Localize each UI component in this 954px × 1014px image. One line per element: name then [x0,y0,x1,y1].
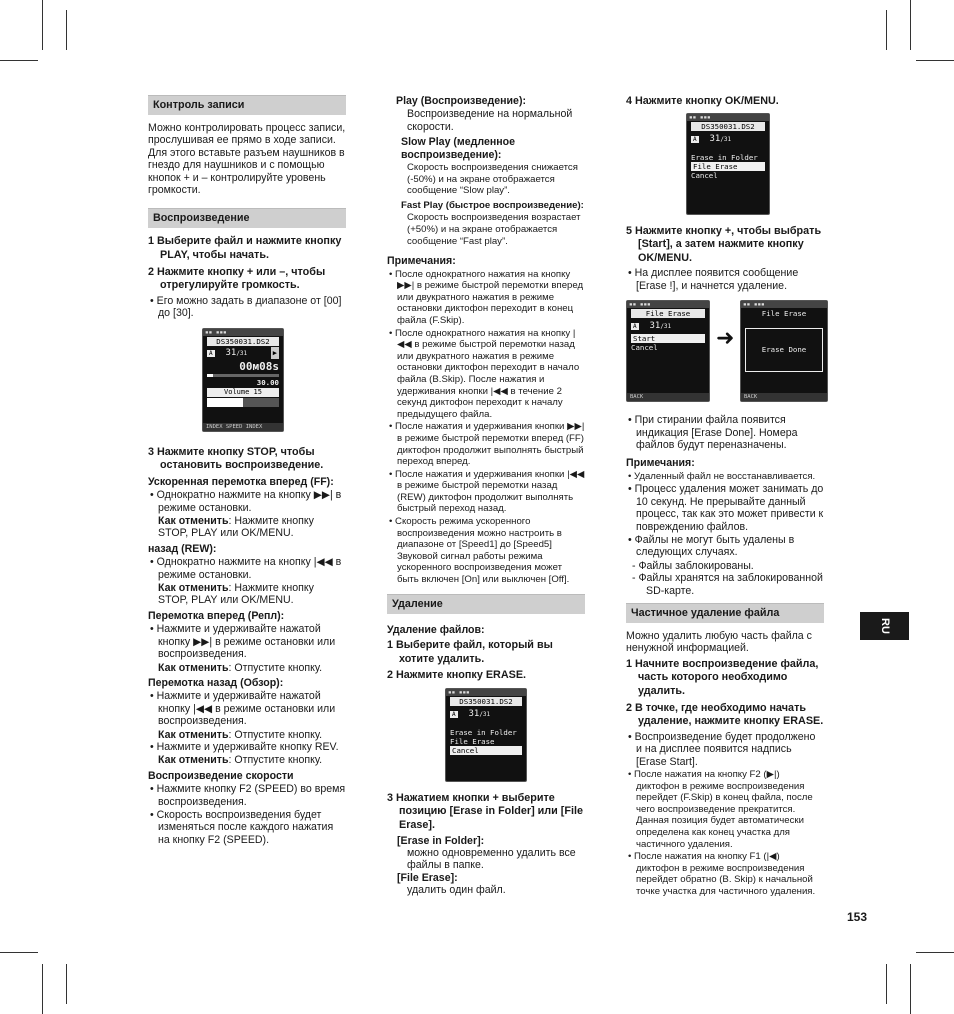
crop-mark [910,0,911,50]
file-counter: A 31/31 [452,708,491,719]
menu-item-file-erase[interactable]: File Erase [691,162,765,171]
note: • После нажатия и удерживания кнопки |◀◀ в режиме быстрой перемотки назад (REW) диктофон продолжит выполнять быстрый переход назад. [389,468,585,515]
bullet: • Однократно нажмите на кнопку ▶▶| в режиме остановки. [150,489,342,514]
note: • Процесс удаления может занимать до 10 секунд. Не прерывайте данный процесс, так как это может привести к повреждению файлов. [628,483,824,533]
crop-mark [0,952,38,953]
status-bar: ▪▪ ▪▪▪ [627,301,709,308]
crop-mark [916,60,954,61]
cancel-label: Как отменить [158,582,229,595]
cancel-label: Как отменить [158,661,229,674]
play-mode-desc: Воспроизведение на нормальной скорости. [407,108,573,133]
file-counter: A 31/31 ▶ [209,347,277,358]
step-2: 2 Нажмите кнопку + или –, чтобы отрегулируйте громкость. [148,265,326,292]
paragraph: Можно контролировать процесс записи, прослушивая ее прямо в ходе записи. Для этого вставьте разъем наушников в гнездо для наушников и с помощью кнопок + и – контролируйте уровень громкости. [148,122,346,197]
notes-title: Примечания: [626,457,695,470]
note-sub: - Файлы заблокированы. [632,559,754,572]
step-1: 1 Начните воспроизведение файла, часть которого необходимо удалить. [626,657,819,698]
device-screen-playback [202,328,284,432]
elapsed-time: 00м08s [239,359,279,373]
menu-item-erase-in-folder[interactable]: Erase in Folder [691,152,758,162]
bullet: • Воспроизведение будет продолжено и на дисплее появится надпись [Erase Start]. [628,730,816,768]
crop-mark [916,952,954,953]
folder-a-icon: A [693,135,697,143]
cancel-label: Как отменить [158,754,229,767]
file-name: DS350031.DS2 [691,122,765,131]
bullet: • После нажатия на кнопку F2 (▶|) диктофон в режиме воспроизведения перейдет (F.Skip) в конец файла, после чего воспроизведение прекратится. Данная позиция будет автоматически определена как конец участка для частичного удаления. [628,769,813,850]
status-bar: ▪▪ ▪▪▪ [687,114,769,121]
crop-mark [66,964,67,1004]
bullet: • Нажмите и удерживайте нажатой кнопку ▶▶| в режиме остановки или воспроизведения. [150,623,336,661]
bullet: • Однократно нажмите на кнопку |◀◀ в режиме остановки. [150,556,342,581]
menu-item-cancel[interactable]: Cancel [691,170,718,180]
bullet: • Нажмите и удерживайте нажатой кнопку |◀◀ в режиме остановки или воспроизведения. [150,690,336,728]
crop-mark [42,0,43,50]
note: • Скорость режима ускоренного воспроизведения можно настроить в диапазоне от [Speed1] до [Speed5] Звуковой сигнал работы режима ускоренного воспроизведения может быть включен [On] или выключен [Off]. [389,516,570,586]
bullet: • При стирании файла появится индикация [Erase Done]. Номера файлов будут переназначены. [628,414,798,451]
bullet: • На дисплее появится сообщение [Erase !], и начнется удаление. [628,267,799,292]
softkey-bar: INDEX SPEED INDEX [203,423,283,431]
note: • После нажатия и удерживания кнопки ▶▶| в режиме быстрой перемотки вперед (FF) диктофон продолжит выполнять быстрый переход вперед. [389,421,585,468]
file-name: DS350031.DS2 [450,697,522,706]
menu-item-file-erase[interactable]: File Erase [450,736,495,746]
file-counter: A 31/31 [633,321,672,332]
option-file-erase: [File Erase]: [397,871,458,884]
ff-title: Ускоренная перемотка вперед (FF): [148,475,334,488]
device-screen-file-erase-selected [686,113,770,215]
status-bar: ▪▪ ▪▪▪ [203,329,283,336]
section-heading-erase: Удаление [387,594,585,614]
speed-title: Воспроизведение скорости [148,769,294,782]
option-desc: можно одновременно удалить все файлы в папке. [407,847,576,872]
note: • Удаленный файл не восстанавливается. [628,470,816,482]
crop-mark [42,964,43,1014]
step-1: 1 Выберите файл и нажмите кнопку PLAY, чтобы начать. [148,235,342,262]
bullet: • После нажатия на кнопку F1 (|◀) диктофон в режиме воспроизведения перейдет обратно (B. Skip) к начальной точке участка для частичного удаления. [628,851,816,897]
status-bar: ▪▪ ▪▪▪ [446,689,526,696]
note: • Файлы не могут быть удалены в следующих случаях. [628,534,795,559]
softkey-back: BACK [627,393,709,401]
option-desc: удалить один файл. [407,884,506,897]
section-heading-playback: Воспроизведение [148,208,346,228]
crop-mark [886,964,887,1004]
step-2: 2 Нажмите кнопку ERASE. [387,669,527,682]
bullet: • Нажмите и удерживайте кнопку REV. [150,740,339,753]
fast-mode-desc: Скорость воспроизведения возрастает (+50%) и на экране отображается сообщение “Fast play”. [407,212,581,247]
device-screen-start [626,300,710,402]
rew-title: назад (REW): [148,542,217,555]
screen-title: File Erase [745,309,823,318]
bullet: • Скорость воспроизведения будет изменяться после каждого нажатия на кнопку F2 (SPEED). [150,808,334,846]
slow-mode-title: Slow Play (медленное воспроизведение): [401,136,516,161]
step-2: 2 В точке, где необходимо начать удаление, нажмите кнопку ERASE. [626,701,824,728]
crop-mark [0,60,38,61]
column-1: Контроль записи Можно контролировать процесс записи, прослушивая ее прямо в ходе записи. Для этого вставьте разъем наушников в гнездо для наушников и с помощью кнопок + и – контролируйте уровень громкости. Воспроизведение 1 Выберите файл и нажмите кнопку PLAY, чтобы начать. 2 Нажмите кнопку + или –, чтобы отрегулируйте громкость. • Его можно задать в диапазоне от [00] до [30]. ▪▪ ▪▪▪ DS350031.DS2 A 31/31 ▶ 00м08s 30.00 Volume 15 INDEX SPEED INDEX 3 Нажмите кнопку STOP, чтобы остановить воспроизведение. Ускоренная перемотка вперед (FF): • Однократно нажмите на кнопку ▶▶| в режиме остановки. Как отменить: Нажмите кнопку STOP, PLAY или OK/MENU. назад (REW): • Однократно нажмите на кнопку |◀◀ в режиме остановки. Как отменить: Нажмите кнопку STOP, PLAY или OK/MENU. Перемотка вперед (Репл): • Нажмите и удерживайте нажатой кнопку ▶▶| в режиме остановки или воспроизведения. Как отменить: Отпустите кнопку. Перемотка назад (Обзор): • Нажмите и удерживайте нажатой кнопку |◀◀ в режиме остановки или воспроизведения. Как отменить: Отпустите кнопку. • Нажмите и удерживайте кнопку REV. Как отменить: Отпустите кнопку. Воспроизведение скорости • Нажмите кнопку F2 (SPEED) во время воспроизведения. • Скорость воспроизведения будет изменяться после каждого нажатия на кнопку F2 (SPEED). [148,95,346,847]
progress-bar [207,374,279,377]
arrow-right-icon: ➜ [716,325,735,351]
file-counter: A 31/31 [693,133,732,144]
menu-item-start[interactable]: Start [631,334,705,343]
folder-a-icon: A [209,349,213,357]
section-heading-partial-erase: Частичное удаление файла [626,603,824,623]
file-name: DS350031.DS2 [207,337,279,346]
section-heading-recording-monitor: Контроль записи [148,95,346,115]
device-screen-erase-menu [445,688,527,782]
cancel-label: Как отменить [158,728,229,741]
slow-mode-desc: Скорость воспроизведения снижается (-50%) и на экране отображается сообщение “Slow play”. [407,162,578,197]
page-number: 153 [847,910,868,924]
column-2 [387,95,585,897]
crop-mark [886,10,887,50]
play-mode-title: Play (Воспроизведение): [396,95,526,107]
menu-item-cancel[interactable]: Cancel [631,343,658,353]
device-screen-erase-done [740,300,828,402]
cue-title: Перемотка вперед (Репл): [148,609,285,622]
erase-screens-row [626,300,824,404]
folder-a-icon: A [452,710,456,718]
play-icon: ▶ [272,348,277,357]
note: • После однократного нажатия на кнопку |◀◀ в режиме быстрой перемотки назад или двукратного нажатия в режиме остановки диктофон переходит в начало файла (B.Skip). После нажатия и удерживания кнопки |◀◀ в течение 2 секунд диктофон переходит к началу предыдущего файла. [389,327,580,420]
erase-done-message: Erase Done [745,328,823,372]
column-3 [626,95,824,899]
step-4: 4 Нажмите кнопку OK/MENU. [626,95,779,107]
note-sub: - Файлы хранятся на заблокированной SD-карте. [632,572,823,597]
erase-files-title: Удаление файлов: [387,623,485,636]
volume-meter [207,398,279,407]
softkey-back: BACK [741,393,827,401]
language-tab: RU [860,612,909,640]
total-time: 30.00 [256,377,279,387]
menu-item-erase-in-folder[interactable]: Erase in Folder [450,727,517,737]
cancel-label: Как отменить [158,515,229,528]
note: • После однократного нажатия на кнопку ▶▶| в режиме быстрой перемотки вперед или двукратного нажатия в режиме остановки диктофон переходит в конец файла (F.Skip). [389,268,584,326]
crop-mark [66,10,67,50]
fast-mode-title: Fast Play (быстрое воспроизведение): [401,199,584,211]
option-erase-in-folder: [Erase in Folder]: [397,834,485,847]
crop-mark [910,964,911,1014]
notes-title: Примечания: [387,255,456,268]
screen-title: File Erase [631,309,705,318]
volume-label: Volume 15 [207,388,279,397]
menu-item-cancel[interactable]: Cancel [450,746,522,755]
step-1: 1 Выберите файл, который вы хотите удалить. [387,639,553,665]
step-3: 3 Нажмите кнопку STOP, чтобы остановить воспроизведение. [148,445,324,472]
step-3: 3 Нажатием кнопки + выберите позицию [Erase in Folder] или [File Erase]. [387,791,583,831]
bullet: • Его можно задать в диапазоне от [00] до [30]. [150,294,342,320]
step-5: 5 Нажмите кнопку +, чтобы выбрать [Start], а затем нажмите кнопку OK/MENU. [626,224,822,264]
folder-a-icon: A [633,323,637,331]
paragraph: Можно удалить любую часть файла с ненужной информацией. [626,630,812,655]
bullet: • Нажмите кнопку F2 (SPEED) во время воспроизведения. [150,783,346,808]
status-bar: ▪▪ ▪▪▪ [741,301,827,308]
review-title: Перемотка назад (Обзор): [148,676,284,689]
